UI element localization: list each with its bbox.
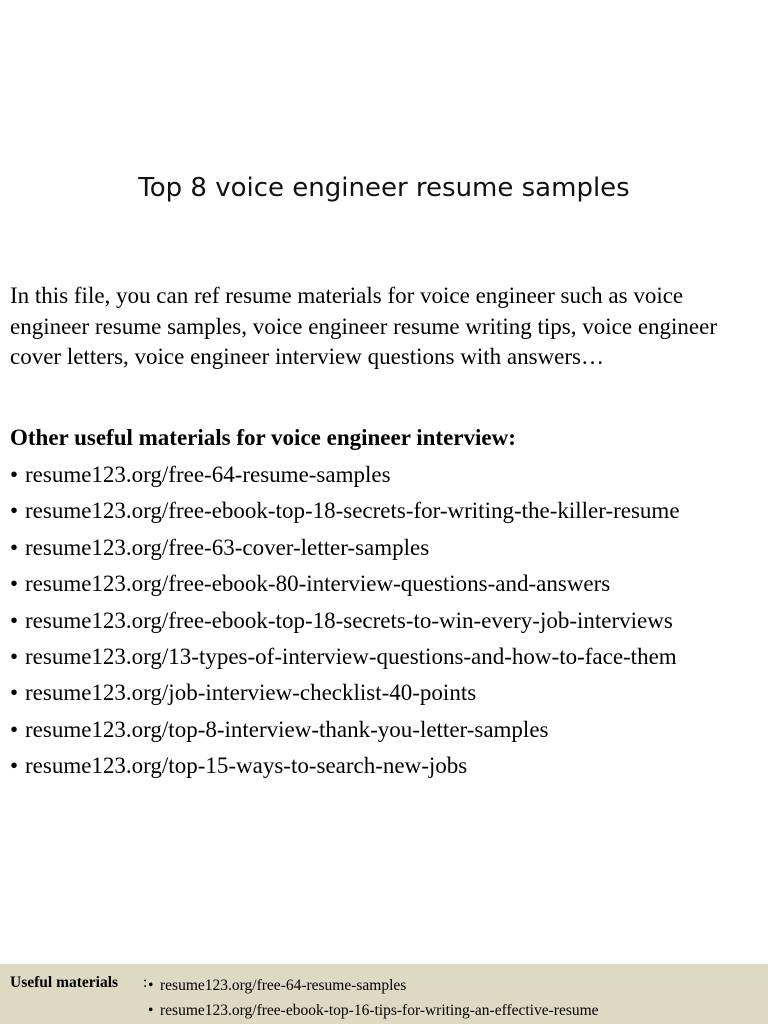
materials-link-text[interactable]: resume123.org/free-63-cover-letter-samples bbox=[25, 534, 430, 560]
footer-link-text[interactable]: resume123.org/free-ebook-top-16-tips-for-writing-an-effective-resume bbox=[160, 1002, 599, 1019]
footer-label: Useful materials bbox=[10, 974, 119, 991]
bullet-icon: • bbox=[10, 571, 19, 597]
materials-link-text[interactable]: resume123.org/top-8-interview-thank-you-letter-samples bbox=[25, 716, 549, 742]
materials-link-text[interactable]: resume123.org/free-ebook-80-interview-questions-and-answers bbox=[25, 571, 611, 597]
footer-link-item[interactable] bbox=[148, 973, 599, 998]
materials-link-text[interactable]: resume123.org/top-15-ways-to-search-new-jobs bbox=[25, 753, 468, 779]
materials-link-item[interactable] bbox=[10, 493, 680, 529]
bullet-icon: • bbox=[10, 753, 19, 779]
materials-link-item[interactable] bbox=[10, 675, 680, 711]
intro-paragraph: In this file, you can ref resume materials for voice engineer such as voice engineer resume samples, voice engineer resume writing tips, voice engineer cover letters, voice engineer interview questions with answers… bbox=[10, 283, 717, 369]
materials-link-item[interactable] bbox=[10, 748, 680, 784]
materials-link-item[interactable] bbox=[10, 712, 680, 748]
footer-link-list bbox=[148, 973, 599, 1023]
bullet-icon: • bbox=[10, 462, 19, 487]
bullet-icon: • bbox=[10, 716, 19, 742]
materials-link-text[interactable]: resume123.org/free-ebook-top-18-secrets-to-win-every-job-interviews bbox=[25, 607, 673, 633]
materials-link-text[interactable]: resume123.org/free-64-resume-samples bbox=[25, 462, 391, 487]
footer-colon: : bbox=[143, 974, 148, 991]
footer-bar bbox=[0, 964, 768, 1024]
bullet-icon: • bbox=[10, 498, 19, 524]
materials-link-list bbox=[10, 457, 680, 785]
page-title: Top 8 voice engineer resume samples bbox=[138, 173, 630, 203]
bullet-icon: • bbox=[148, 977, 154, 994]
bullet-icon: • bbox=[10, 644, 19, 670]
materials-link-text[interactable]: resume123.org/job-interview-checklist-40-points bbox=[25, 680, 477, 706]
materials-link-text[interactable]: resume123.org/free-ebook-top-18-secrets-for-writing-the-killer-resume bbox=[25, 498, 680, 524]
bullet-icon: • bbox=[148, 1002, 154, 1019]
bullet-icon: • bbox=[10, 680, 19, 706]
materials-link-item[interactable] bbox=[10, 530, 680, 566]
materials-link-item[interactable] bbox=[10, 566, 680, 602]
materials-link-item[interactable] bbox=[10, 457, 680, 493]
footer-link-text[interactable]: resume123.org/free-64-resume-samples bbox=[160, 977, 407, 994]
materials-heading: Other useful materials for voice engineer interview: bbox=[10, 425, 516, 450]
bullet-icon: • bbox=[10, 607, 19, 633]
bullet-icon: • bbox=[10, 534, 19, 560]
materials-link-item[interactable] bbox=[10, 639, 680, 675]
materials-link-text[interactable]: resume123.org/13-types-of-interview-questions-and-how-to-face-them bbox=[25, 644, 677, 670]
materials-link-item[interactable] bbox=[10, 603, 680, 639]
footer-link-item[interactable] bbox=[148, 998, 599, 1023]
